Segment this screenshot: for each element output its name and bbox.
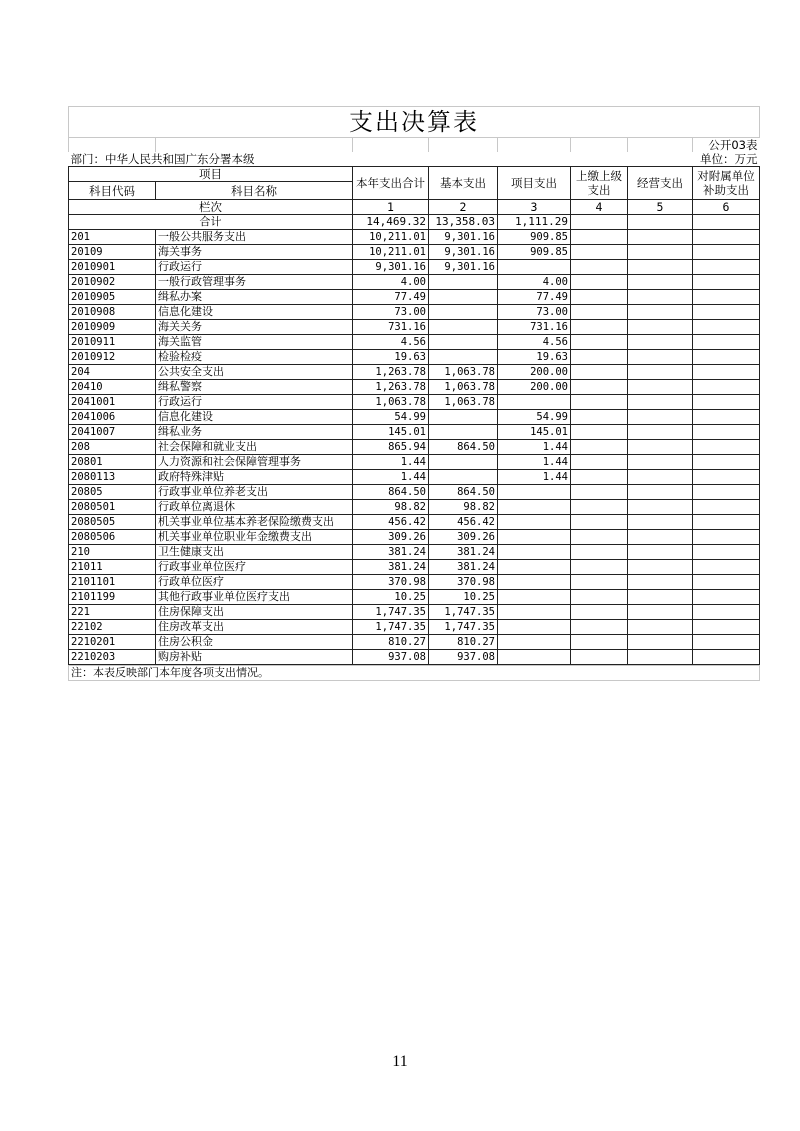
row-project: 19.63 — [498, 350, 571, 365]
row-name: 行政单位医疗 — [156, 575, 353, 590]
total-row-basic: 13,358.03 — [429, 215, 498, 230]
row-basic — [429, 455, 498, 470]
row-basic: 810.27 — [429, 635, 498, 650]
row-code: 2010909 — [69, 320, 156, 335]
row-upper — [571, 410, 628, 425]
row-project — [498, 515, 571, 530]
row-total: 1.44 — [353, 470, 429, 485]
header-total: 本年支出合计 — [353, 167, 429, 200]
row-upper — [571, 470, 628, 485]
row-total: 370.98 — [353, 575, 429, 590]
row-upper — [571, 500, 628, 515]
row-total: 98.82 — [353, 500, 429, 515]
header-upper-line2: 支出 — [587, 183, 611, 197]
row-basic: 9,301.16 — [429, 260, 498, 275]
row-code: 2210203 — [69, 650, 156, 665]
column-index-label: 栏次 — [69, 200, 353, 215]
row-total: 1,063.78 — [353, 395, 429, 410]
header-basic: 基本支出 — [429, 167, 498, 200]
row-upper — [571, 230, 628, 245]
row-name: 检验检疫 — [156, 350, 353, 365]
row-project — [498, 635, 571, 650]
row-upper — [571, 545, 628, 560]
row-subsidy — [693, 230, 760, 245]
row-basic: 9,301.16 — [429, 245, 498, 260]
row-project — [498, 575, 571, 590]
table-row — [69, 575, 760, 590]
table-row — [69, 275, 760, 290]
row-subsidy — [693, 335, 760, 350]
row-subsidy — [693, 245, 760, 260]
row-project: 4.56 — [498, 335, 571, 350]
table-row — [69, 635, 760, 650]
row-project — [498, 560, 571, 575]
total-row-total: 14,469.32 — [353, 215, 429, 230]
row-total: 10.25 — [353, 590, 429, 605]
row-upper — [571, 335, 628, 350]
row-project — [498, 530, 571, 545]
row-upper — [571, 485, 628, 500]
column-index-6: 6 — [693, 200, 760, 215]
row-code: 2041007 — [69, 425, 156, 440]
row-basic — [429, 425, 498, 440]
row-subsidy — [693, 530, 760, 545]
row-name: 卫生健康支出 — [156, 545, 353, 560]
row-project — [498, 395, 571, 410]
row-business — [628, 590, 693, 605]
table-row — [69, 305, 760, 320]
department-label: 部门：中华人民共和国广东分署本级 — [70, 152, 255, 166]
table-row — [69, 470, 760, 485]
row-business — [628, 530, 693, 545]
row-name: 一般公共服务支出 — [156, 230, 353, 245]
row-subsidy — [693, 455, 760, 470]
row-subsidy — [693, 395, 760, 410]
row-project: 73.00 — [498, 305, 571, 320]
row-code: 2010908 — [69, 305, 156, 320]
expenditure-sheet — [68, 106, 759, 681]
row-business — [628, 500, 693, 515]
column-index-5: 5 — [628, 200, 693, 215]
row-project: 731.16 — [498, 320, 571, 335]
row-total: 1,747.35 — [353, 620, 429, 635]
row-name: 缉私业务 — [156, 425, 353, 440]
row-name: 住房保障支出 — [156, 605, 353, 620]
row-upper — [571, 320, 628, 335]
row-name: 海关关务 — [156, 320, 353, 335]
row-project — [498, 620, 571, 635]
header-upper-line1: 上缴上级 — [576, 169, 622, 183]
column-index-1: 1 — [353, 200, 429, 215]
row-upper — [571, 275, 628, 290]
row-name: 一般行政管理事务 — [156, 275, 353, 290]
row-business — [628, 410, 693, 425]
row-name: 信息化建设 — [156, 410, 353, 425]
row-code: 2010902 — [69, 275, 156, 290]
row-total: 73.00 — [353, 305, 429, 320]
row-total: 1,747.35 — [353, 605, 429, 620]
row-basic: 1,063.78 — [429, 380, 498, 395]
row-business — [628, 470, 693, 485]
table-row — [69, 440, 760, 455]
row-business — [628, 515, 693, 530]
row-business — [628, 365, 693, 380]
row-basic: 9,301.16 — [429, 230, 498, 245]
row-basic: 370.98 — [429, 575, 498, 590]
row-total: 1,263.78 — [353, 365, 429, 380]
page-number: 11 — [392, 1053, 408, 1070]
row-name: 住房公积金 — [156, 635, 353, 650]
unit-label: 单位：万元 — [700, 152, 758, 166]
table-row — [69, 545, 760, 560]
header-subject-code: 科目代码 — [69, 182, 156, 200]
row-upper — [571, 395, 628, 410]
row-subsidy — [693, 305, 760, 320]
row-subsidy — [693, 605, 760, 620]
row-code: 204 — [69, 365, 156, 380]
row-subsidy — [693, 500, 760, 515]
table-row — [69, 290, 760, 305]
row-project: 77.49 — [498, 290, 571, 305]
row-upper — [571, 560, 628, 575]
row-code: 2080506 — [69, 530, 156, 545]
row-basic: 937.08 — [429, 650, 498, 665]
row-subsidy — [693, 650, 760, 665]
table-row — [69, 590, 760, 605]
row-basic — [429, 335, 498, 350]
row-basic — [429, 290, 498, 305]
row-total: 9,301.16 — [353, 260, 429, 275]
row-project: 1.44 — [498, 440, 571, 455]
table-row — [69, 245, 760, 260]
row-project — [498, 485, 571, 500]
row-subsidy — [693, 290, 760, 305]
row-business — [628, 575, 693, 590]
row-upper — [571, 425, 628, 440]
column-index-3: 3 — [498, 200, 571, 215]
row-basic — [429, 305, 498, 320]
row-basic — [429, 470, 498, 485]
row-code: 20801 — [69, 455, 156, 470]
row-basic — [429, 320, 498, 335]
row-name: 行政运行 — [156, 260, 353, 275]
row-business — [628, 290, 693, 305]
row-name: 行政事业单位医疗 — [156, 560, 353, 575]
header-subsidy-line1: 对附属单位 — [697, 169, 755, 183]
row-business — [628, 650, 693, 665]
row-name: 其他行政事业单位医疗支出 — [156, 590, 353, 605]
row-code: 2080501 — [69, 500, 156, 515]
row-subsidy — [693, 620, 760, 635]
row-upper — [571, 260, 628, 275]
row-code: 2010912 — [69, 350, 156, 365]
row-business — [628, 230, 693, 245]
row-total: 937.08 — [353, 650, 429, 665]
row-subsidy — [693, 440, 760, 455]
row-project: 909.85 — [498, 230, 571, 245]
table-row — [69, 485, 760, 500]
row-total: 731.16 — [353, 320, 429, 335]
row-basic: 381.24 — [429, 560, 498, 575]
row-code: 20109 — [69, 245, 156, 260]
row-code: 2080505 — [69, 515, 156, 530]
row-code: 2041006 — [69, 410, 156, 425]
row-code: 2101199 — [69, 590, 156, 605]
row-project — [498, 545, 571, 560]
table-row — [69, 515, 760, 530]
row-subsidy — [693, 350, 760, 365]
row-basic: 1,747.35 — [429, 605, 498, 620]
row-total: 810.27 — [353, 635, 429, 650]
row-subsidy — [693, 545, 760, 560]
row-business — [628, 380, 693, 395]
table-row — [69, 320, 760, 335]
table-title: 支出决算表 — [69, 107, 760, 138]
row-total: 4.00 — [353, 275, 429, 290]
row-code: 22102 — [69, 620, 156, 635]
row-total: 381.24 — [353, 545, 429, 560]
row-upper — [571, 635, 628, 650]
row-total: 864.50 — [353, 485, 429, 500]
row-code: 2080113 — [69, 470, 156, 485]
row-upper — [571, 290, 628, 305]
row-subsidy — [693, 515, 760, 530]
row-business — [628, 425, 693, 440]
row-code: 2101101 — [69, 575, 156, 590]
row-upper — [571, 530, 628, 545]
row-basic: 1,747.35 — [429, 620, 498, 635]
header-subject-name: 科目名称 — [156, 182, 353, 200]
row-code: 2041001 — [69, 395, 156, 410]
row-project: 200.00 — [498, 365, 571, 380]
row-subsidy — [693, 425, 760, 440]
row-name: 住房改革支出 — [156, 620, 353, 635]
row-subsidy — [693, 380, 760, 395]
table-row — [69, 410, 760, 425]
row-basic: 864.50 — [429, 440, 498, 455]
header-subsidy-line2: 补助支出 — [703, 183, 749, 197]
row-upper — [571, 605, 628, 620]
header-project: 项目支出 — [498, 167, 571, 200]
row-upper — [571, 575, 628, 590]
row-project: 4.00 — [498, 275, 571, 290]
table-row — [69, 560, 760, 575]
row-project: 1.44 — [498, 455, 571, 470]
row-name: 购房补贴 — [156, 650, 353, 665]
row-name: 机关事业单位基本养老保险缴费支出 — [156, 515, 353, 530]
row-total: 865.94 — [353, 440, 429, 455]
row-upper — [571, 455, 628, 470]
row-project — [498, 650, 571, 665]
row-subsidy — [693, 320, 760, 335]
row-code: 20805 — [69, 485, 156, 500]
row-name: 缉私办案 — [156, 290, 353, 305]
row-business — [628, 440, 693, 455]
column-index-2: 2 — [429, 200, 498, 215]
table-row — [69, 620, 760, 635]
table-row — [69, 455, 760, 470]
row-business — [628, 455, 693, 470]
footnote-table — [68, 665, 760, 681]
row-project: 909.85 — [498, 245, 571, 260]
row-basic: 864.50 — [429, 485, 498, 500]
row-subsidy — [693, 590, 760, 605]
row-total: 145.01 — [353, 425, 429, 440]
row-upper — [571, 365, 628, 380]
row-total: 1.44 — [353, 455, 429, 470]
row-total: 4.56 — [353, 335, 429, 350]
row-name: 行政单位离退休 — [156, 500, 353, 515]
row-basic: 98.82 — [429, 500, 498, 515]
row-code: 208 — [69, 440, 156, 455]
table-row — [69, 395, 760, 410]
row-business — [628, 635, 693, 650]
row-project: 1.44 — [498, 470, 571, 485]
row-code: 20410 — [69, 380, 156, 395]
row-basic: 1,063.78 — [429, 395, 498, 410]
row-business — [628, 545, 693, 560]
row-upper — [571, 650, 628, 665]
row-name: 海关事务 — [156, 245, 353, 260]
table-row — [69, 365, 760, 380]
table-row — [69, 335, 760, 350]
header-item-group: 项目 — [69, 167, 353, 182]
header-upper — [571, 167, 628, 200]
table-row — [69, 230, 760, 245]
row-business — [628, 320, 693, 335]
table-row — [69, 605, 760, 620]
row-basic: 456.42 — [429, 515, 498, 530]
row-business — [628, 605, 693, 620]
row-project: 54.99 — [498, 410, 571, 425]
row-upper — [571, 350, 628, 365]
row-business — [628, 260, 693, 275]
table-row — [69, 425, 760, 440]
row-basic: 10.25 — [429, 590, 498, 605]
table-row — [69, 260, 760, 275]
row-business — [628, 305, 693, 320]
column-index-4: 4 — [571, 200, 628, 215]
row-project — [498, 605, 571, 620]
row-name: 行政运行 — [156, 395, 353, 410]
row-project: 200.00 — [498, 380, 571, 395]
row-business — [628, 560, 693, 575]
row-total: 19.63 — [353, 350, 429, 365]
row-project — [498, 500, 571, 515]
total-row-project: 1,111.29 — [498, 215, 571, 230]
row-total: 381.24 — [353, 560, 429, 575]
row-subsidy — [693, 410, 760, 425]
row-upper — [571, 305, 628, 320]
row-subsidy — [693, 275, 760, 290]
table-row — [69, 530, 760, 545]
row-basic — [429, 275, 498, 290]
row-subsidy — [693, 485, 760, 500]
row-total: 54.99 — [353, 410, 429, 425]
row-total: 77.49 — [353, 290, 429, 305]
row-name: 信息化建设 — [156, 305, 353, 320]
row-subsidy — [693, 365, 760, 380]
row-basic: 309.26 — [429, 530, 498, 545]
row-upper — [571, 380, 628, 395]
row-subsidy — [693, 560, 760, 575]
header-business: 经营支出 — [628, 167, 693, 200]
form-code: 公开03表 — [693, 138, 760, 153]
row-total: 10,211.01 — [353, 230, 429, 245]
row-subsidy — [693, 635, 760, 650]
row-basic: 1,063.78 — [429, 365, 498, 380]
row-name: 缉私警察 — [156, 380, 353, 395]
row-basic: 381.24 — [429, 545, 498, 560]
row-project — [498, 260, 571, 275]
row-project — [498, 590, 571, 605]
table-row — [69, 380, 760, 395]
row-name: 公共安全支出 — [156, 365, 353, 380]
row-code: 201 — [69, 230, 156, 245]
row-business — [628, 275, 693, 290]
row-business — [628, 335, 693, 350]
row-subsidy — [693, 575, 760, 590]
row-name: 人力资源和社会保障管理事务 — [156, 455, 353, 470]
expenditure-table — [68, 106, 760, 665]
table-row — [69, 500, 760, 515]
row-upper — [571, 515, 628, 530]
row-total: 1,263.78 — [353, 380, 429, 395]
row-code: 2210201 — [69, 635, 156, 650]
row-project: 145.01 — [498, 425, 571, 440]
row-upper — [571, 245, 628, 260]
row-business — [628, 485, 693, 500]
footnote: 注：本表反映部门本年度各项支出情况。 — [69, 666, 760, 681]
row-code: 2010911 — [69, 335, 156, 350]
row-code: 21011 — [69, 560, 156, 575]
row-code: 221 — [69, 605, 156, 620]
row-upper — [571, 590, 628, 605]
row-total: 309.26 — [353, 530, 429, 545]
table-row — [69, 650, 760, 665]
table-row — [69, 350, 760, 365]
row-business — [628, 245, 693, 260]
row-name: 社会保障和就业支出 — [156, 440, 353, 455]
row-upper — [571, 620, 628, 635]
row-name: 海关监管 — [156, 335, 353, 350]
row-basic — [429, 350, 498, 365]
row-business — [628, 395, 693, 410]
row-basic — [429, 410, 498, 425]
header-subsidy — [693, 167, 760, 200]
total-row-label: 合计 — [69, 215, 353, 230]
row-name: 政府特殊津贴 — [156, 470, 353, 485]
row-name: 行政事业单位养老支出 — [156, 485, 353, 500]
row-total: 456.42 — [353, 515, 429, 530]
row-upper — [571, 440, 628, 455]
row-code: 210 — [69, 545, 156, 560]
row-name: 机关事业单位职业年金缴费支出 — [156, 530, 353, 545]
row-business — [628, 350, 693, 365]
row-total: 10,211.01 — [353, 245, 429, 260]
row-code: 2010905 — [69, 290, 156, 305]
row-business — [628, 620, 693, 635]
row-code: 2010901 — [69, 260, 156, 275]
row-subsidy — [693, 470, 760, 485]
row-subsidy — [693, 260, 760, 275]
